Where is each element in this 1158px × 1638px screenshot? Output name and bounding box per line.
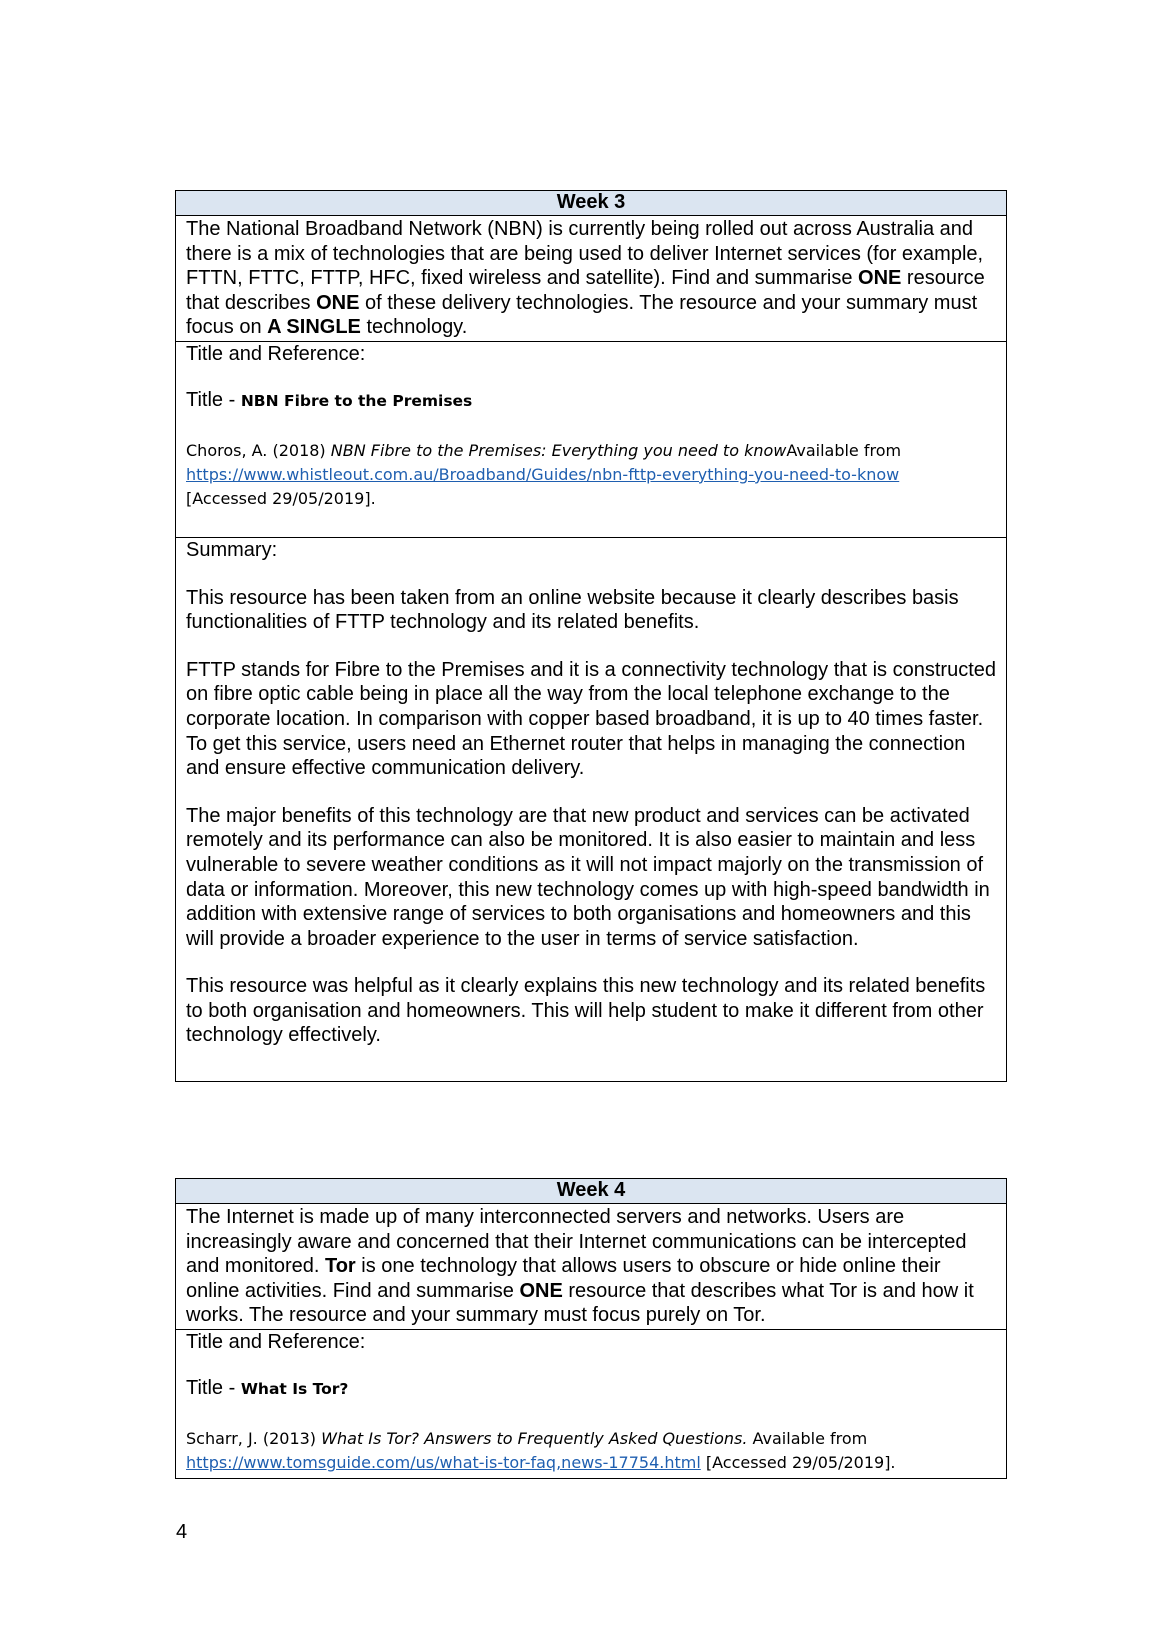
reference-accessed: [Accessed 29/05/2019]. bbox=[186, 488, 376, 508]
title-line bbox=[186, 388, 996, 413]
prompt-emphasis: ONE bbox=[316, 291, 360, 314]
resource-title: What Is Tor? bbox=[240, 1379, 349, 1398]
reference-accessed: [Accessed 29/05/2019]. bbox=[700, 1452, 896, 1472]
title-reference-label: Title and Reference: bbox=[186, 342, 366, 365]
week4-header: Week 4 bbox=[176, 1179, 1007, 1204]
title-prefix: Title - bbox=[186, 388, 241, 411]
title-prefix: Title - bbox=[186, 1376, 241, 1399]
week4-prompt bbox=[176, 1204, 1007, 1330]
prompt-text: resource that describes bbox=[186, 267, 985, 314]
summary-paragraph: FTTP stands for Fibre to the Premises and it is a connectivity technology that is constructed on fibre optic cable being in place all the way from the local telephone exchange to the corporate location. In comparison with copper based broadband, it is up to 40 times faster. To get this service, users need an Ethernet router that helps in managing the connection and ensure effective communication delivery. bbox=[186, 658, 996, 780]
summary-paragraph: This resource has been taken from an online website because it clearly describes basis functionalities of FTTP technology and its related benefits. bbox=[186, 586, 959, 634]
prompt-text: resource that describes what Tor is and how it works. The resource and your summary must focus purely on Tor. bbox=[186, 1279, 974, 1327]
prompt-emphasis: Tor bbox=[324, 1255, 356, 1278]
summary-paragraph: The major benefits of this technology are that new product and services can be activated remotely and its performance can also be monitored. It is also easier to maintain and less vulnerable to severe weather conditions as it will not impact majorly on the transmission of data or information. Moreover, this new technology comes up with high-speed bandwidth in addition with extensive range of services to both organisations and homeowners and this will provide a broader experience to the user in terms of service satisfaction. bbox=[186, 804, 990, 950]
title-line bbox=[186, 1376, 996, 1401]
prompt-emphasis: ONE bbox=[519, 1279, 563, 1302]
reference-link[interactable]: https://www.whistleout.com.au/Broadband/Guides/nbn-fttp-everything-you-need-to-know bbox=[186, 464, 900, 484]
week3-table bbox=[175, 190, 1007, 1082]
reference-work-title: What Is Tor? Answers to Frequently Asked Questions. bbox=[321, 1428, 748, 1448]
summary-label: Summary: bbox=[186, 538, 278, 561]
page-number: 4 bbox=[176, 1521, 188, 1543]
prompt-text: technology. bbox=[360, 316, 468, 339]
week3-prompt bbox=[176, 216, 1007, 342]
reference-citation bbox=[186, 1427, 996, 1475]
reference-citation bbox=[186, 439, 996, 511]
week3-summary-cell bbox=[176, 537, 1007, 1081]
week3-header: Week 3 bbox=[176, 191, 1007, 216]
week4-table bbox=[175, 1178, 1007, 1479]
prompt-text: The Internet is made up of many interconnected servers and networks. Users are increasingly aware and concerned that their Internet communications can be intercepted and monitored. bbox=[186, 1206, 967, 1278]
reference-author: Choros, A. (2018) bbox=[186, 440, 331, 460]
summary-paragraph: This resource was helpful as it clearly explains this new technology and its related benefits to both organisation and homeowners. This will help student to make it different from other technology effectively. bbox=[186, 975, 986, 1047]
reference-link[interactable]: https://www.tomsguide.com/us/what-is-tor-faq,news-17754.html bbox=[186, 1452, 701, 1472]
prompt-text: of these delivery technologies. The resource and your summary must focus on bbox=[186, 291, 978, 339]
prompt-text: The National Broadband Network (NBN) is currently being rolled out across Australia and there is a mix of technologies that are being used to deliver Internet services (for example, FTTN, FTTC, FTTP, HFC, fixed wireless and satellite). Find and summarise bbox=[186, 218, 984, 290]
reference-work-title: NBN Fibre to the Premises: Everything you need to know bbox=[330, 440, 787, 460]
reference-available: Available from bbox=[747, 1428, 868, 1448]
prompt-emphasis: ONE bbox=[858, 267, 902, 290]
prompt-emphasis: A SINGLE bbox=[267, 316, 361, 339]
reference-available: Available from bbox=[786, 440, 902, 460]
prompt-text: is one technology that allows users to obscure or hide online their online activities. Find and summarise bbox=[186, 1255, 941, 1302]
resource-title: NBN Fibre to the Premises bbox=[240, 391, 473, 410]
week3-title-reference-cell bbox=[176, 341, 1007, 537]
reference-author: Scharr, J. (2013) bbox=[186, 1428, 322, 1448]
week4-title-reference-cell bbox=[176, 1329, 1007, 1478]
title-reference-label: Title and Reference: bbox=[186, 1330, 366, 1353]
